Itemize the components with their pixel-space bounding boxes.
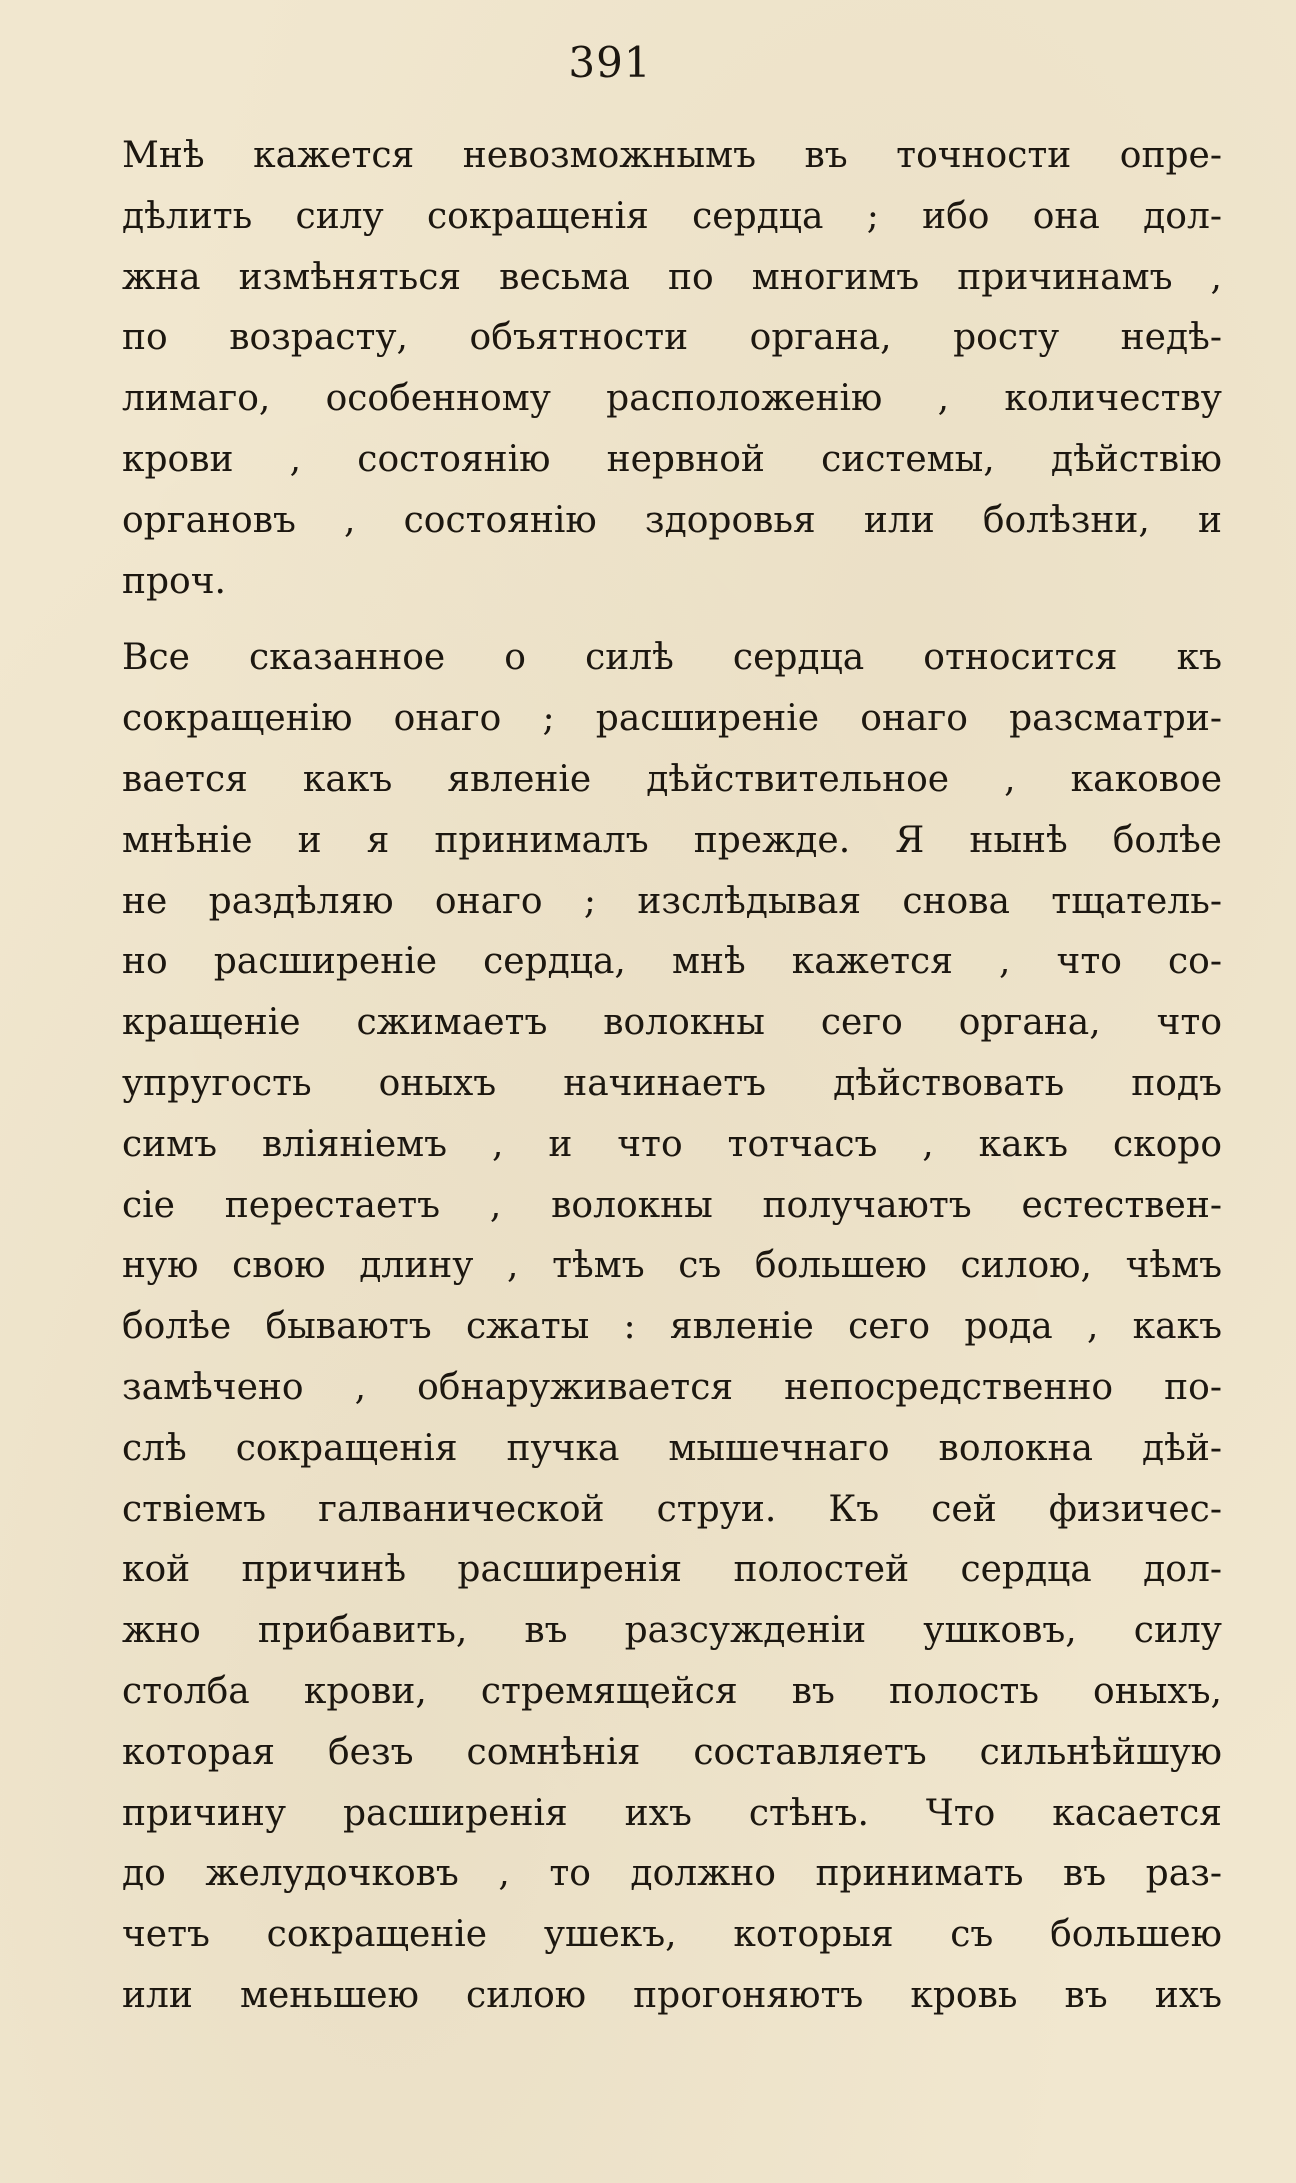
text-line: кой причинѣ расширенія полостей сердца дол- (122, 1549, 1222, 1591)
text-line: или меньшею силою прогоняютъ кровь въ ихъ (122, 1974, 1222, 2016)
text-line: до желудочковъ , то должно принимать въ раз- (122, 1853, 1222, 1895)
text-line: сіе перестаетъ , волокны получаютъ естествен- (122, 1184, 1222, 1226)
text-line: крови , состоянію нервной системы, дѣйствію (122, 438, 1222, 480)
page-number: 391 (568, 38, 652, 87)
text-line: вается какъ явленіе дѣйствительное , каковое (122, 758, 1222, 800)
text-line: органовъ , состоянію здоровья или болѣзни, и (122, 499, 1222, 541)
body-text (122, 126, 1222, 2027)
paragraph-gap (122, 612, 1222, 628)
text-line: упругость оныхъ начинаетъ дѣйствовать подъ (122, 1062, 1222, 1104)
text-line: жно прибавить, въ разсужденіи ушковъ, силу (122, 1610, 1222, 1652)
text-line: не раздѣляю онаго ; изслѣдывая снова тщатель- (122, 880, 1222, 922)
text-line: ную свою длину , тѣмъ съ большею силою, чѣмъ (122, 1245, 1222, 1287)
text-line: замѣчено , обнаруживается непосредственно по- (122, 1366, 1222, 1408)
text-line: ствіемъ галванической струи. Къ сей физичес- (122, 1488, 1222, 1530)
text-line: но расширеніе сердца, мнѣ кажется , что со- (122, 941, 1222, 983)
paragraph-1 (122, 126, 1222, 612)
text-line: сокращенію онаго ; расширеніе онаго разсматри- (122, 698, 1222, 740)
text-line: кращеніе сжимаетъ волокны сего органа, что (122, 1002, 1222, 1044)
text-line: лимаго, особенному расположенію , количеству (122, 378, 1222, 420)
text-line: столба крови, стремящейся въ полость оныхъ, (122, 1670, 1222, 1712)
text-line: дѣлить силу сокращенія сердца ; ибо она дол- (122, 195, 1222, 237)
text-line: слѣ сокращенія пучка мышечнаго волокна дѣй- (122, 1427, 1222, 1469)
text-line: причину расширенія ихъ стѣнъ. Что касается (122, 1792, 1222, 1834)
text-line: жна измѣняться весьма по многимъ причинамъ , (122, 256, 1222, 298)
text-line: Все сказанное о силѣ сердца относится къ (122, 637, 1222, 679)
text-line: мнѣніе и я принималъ прежде. Я нынѣ болѣе (122, 819, 1222, 861)
text-line: болѣе бываютъ сжаты : явленіе сего рода , какъ (122, 1306, 1222, 1348)
text-line: Мнѣ кажется невозможнымъ въ точности опре- (122, 135, 1222, 176)
paragraph-2 (122, 628, 1222, 2026)
text-line: которая безъ сомнѣнія составляетъ сильнѣйшую (122, 1731, 1222, 1773)
text-line: симъ вліяніемъ , и что тотчасъ , какъ скоро (122, 1123, 1222, 1165)
text-line: четъ сокращеніе ушекъ, которыя съ большею (122, 1914, 1222, 1956)
text-line: по возрасту, объятности органа, росту недѣ- (122, 317, 1222, 359)
text-line: проч. (122, 560, 226, 602)
